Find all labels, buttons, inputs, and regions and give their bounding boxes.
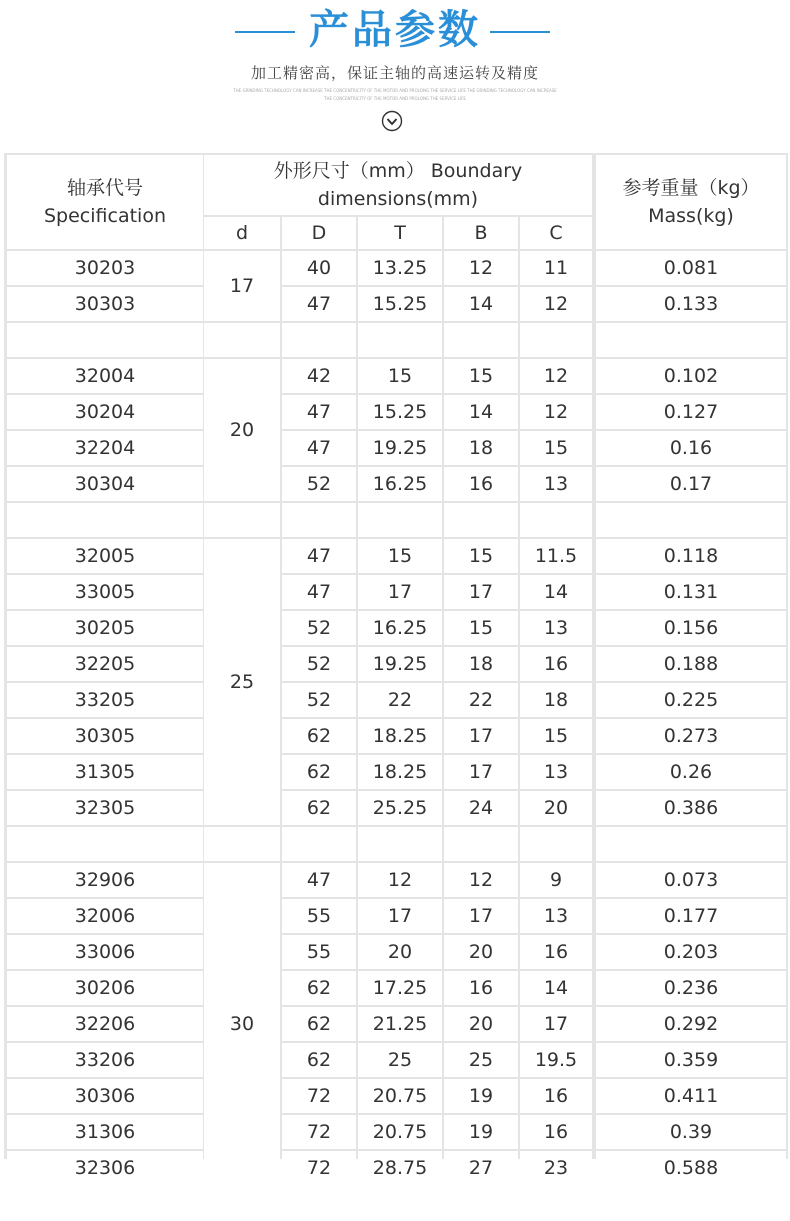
cell-B: 15 xyxy=(444,359,518,393)
cell-T: 18.25 xyxy=(358,755,442,789)
cell-D: 52 xyxy=(282,683,356,717)
spec-cell: 33006 xyxy=(7,935,203,969)
mass-cell: 0.273 xyxy=(596,719,786,753)
separator-cell xyxy=(444,827,518,861)
cell-T: 17.25 xyxy=(358,971,442,1005)
cell-D: 62 xyxy=(282,755,356,789)
separator-cell xyxy=(7,323,203,357)
mass-cell: 0.131 xyxy=(596,575,786,609)
page-title: 产品参数 xyxy=(309,7,481,53)
cell-D: 52 xyxy=(282,611,356,645)
mass-cell: 0.411 xyxy=(596,1079,786,1113)
cell-B: 22 xyxy=(444,683,518,717)
cell-C: 23 xyxy=(520,1151,592,1185)
cell-B: 20 xyxy=(444,1007,518,1041)
separator-cell xyxy=(204,827,280,861)
cell-C: 11.5 xyxy=(520,539,592,573)
separator-cell xyxy=(282,1187,356,1221)
mass-cell: 0.156 xyxy=(596,611,786,645)
mass-cell: 0.39 xyxy=(596,1115,786,1149)
spec-cell: 30203 xyxy=(7,251,203,285)
cell-D: 62 xyxy=(282,1007,356,1041)
d-group-cell: 30 xyxy=(204,863,280,1185)
cell-C: 16 xyxy=(520,1079,592,1113)
mass-cell: 0.188 xyxy=(596,647,786,681)
mass-cell: 0.236 xyxy=(596,971,786,1005)
separator-cell xyxy=(204,323,280,357)
cell-D: 62 xyxy=(282,971,356,1005)
mass-cell: 0.225 xyxy=(596,683,786,717)
separator-cell xyxy=(520,503,592,537)
cell-T: 15 xyxy=(358,359,442,393)
spec-cell: 30304 xyxy=(7,467,203,501)
mass-cell: 0.118 xyxy=(596,539,786,573)
mass-cell: 0.102 xyxy=(596,359,786,393)
cell-D: 62 xyxy=(282,719,356,753)
cell-T: 16.25 xyxy=(358,467,442,501)
cell-D: 55 xyxy=(282,899,356,933)
cell-T: 28.75 xyxy=(358,1151,442,1185)
cell-D: 47 xyxy=(282,539,356,573)
separator-cell xyxy=(444,323,518,357)
cell-C: 15 xyxy=(520,431,592,465)
cell-T: 15.25 xyxy=(358,395,442,429)
cell-C: 15 xyxy=(520,719,592,753)
cell-D: 42 xyxy=(282,359,356,393)
cell-D: 62 xyxy=(282,791,356,825)
cell-T: 25 xyxy=(358,1043,442,1077)
cell-C: 14 xyxy=(520,575,592,609)
separator-cell xyxy=(596,1187,786,1221)
cell-D: 72 xyxy=(282,1079,356,1113)
cell-B: 12 xyxy=(444,863,518,897)
cell-B: 19 xyxy=(444,1115,518,1149)
cell-C: 9 xyxy=(520,863,592,897)
spec-cell: 33205 xyxy=(7,683,203,717)
mass-cell: 0.26 xyxy=(596,755,786,789)
cell-D: 47 xyxy=(282,431,356,465)
cell-T: 16.25 xyxy=(358,611,442,645)
mass-cell: 0.386 xyxy=(596,791,786,825)
spec-cell: 30204 xyxy=(7,395,203,429)
cell-T: 22 xyxy=(358,683,442,717)
mass-header xyxy=(596,155,786,249)
spec-cell: 33206 xyxy=(7,1043,203,1077)
mass-cell: 0.073 xyxy=(596,863,786,897)
separator-cell xyxy=(596,323,786,357)
cell-B: 16 xyxy=(444,467,518,501)
cell-D: 72 xyxy=(282,1115,356,1149)
separator-cell xyxy=(444,503,518,537)
cell-C: 12 xyxy=(520,395,592,429)
spec-cell: 32004 xyxy=(7,359,203,393)
d-group-cell: 25 xyxy=(204,539,280,825)
spec-cell: 30306 xyxy=(7,1079,203,1113)
cell-C: 17 xyxy=(520,1007,592,1041)
spec-cell: 32906 xyxy=(7,863,203,897)
separator-cell xyxy=(358,1187,442,1221)
spec-cell: 32305 xyxy=(7,791,203,825)
spec-cell: 32204 xyxy=(7,431,203,465)
cell-D: 47 xyxy=(282,575,356,609)
cell-C: 13 xyxy=(520,755,592,789)
spec-cell: 32005 xyxy=(7,539,203,573)
cell-D: 47 xyxy=(282,395,356,429)
cell-C: 12 xyxy=(520,287,592,321)
page-subtitle: 加工精密高，保证主轴的高速运转及精度 xyxy=(250,64,539,82)
cell-C: 18 xyxy=(520,683,592,717)
cell-T: 25.25 xyxy=(358,791,442,825)
cell-C: 16 xyxy=(520,647,592,681)
separator-cell xyxy=(204,1187,280,1221)
cell-B: 20 xyxy=(444,935,518,969)
cell-T: 21.25 xyxy=(358,1007,442,1041)
cell-T: 19.25 xyxy=(358,431,442,465)
mass-cell: 0.16 xyxy=(596,431,786,465)
cell-T: 18.25 xyxy=(358,719,442,753)
separator-cell xyxy=(358,827,442,861)
separator-cell xyxy=(520,827,592,861)
cell-B: 19 xyxy=(444,1079,518,1113)
cell-C: 12 xyxy=(520,359,592,393)
col-header-D: D xyxy=(282,217,356,249)
spec-cell: 33005 xyxy=(7,575,203,609)
spec-cell: 30205 xyxy=(7,611,203,645)
separator-cell xyxy=(204,503,280,537)
cell-B: 17 xyxy=(444,755,518,789)
cell-D: 40 xyxy=(282,251,356,285)
cell-B: 27 xyxy=(444,1151,518,1185)
cell-T: 17 xyxy=(358,899,442,933)
d-group-cell: 20 xyxy=(204,359,280,501)
col-header-d: d xyxy=(204,217,280,249)
separator-cell xyxy=(282,503,356,537)
cell-B: 18 xyxy=(444,647,518,681)
cell-B: 24 xyxy=(444,791,518,825)
cell-T: 13.25 xyxy=(358,251,442,285)
separator-cell xyxy=(520,323,592,357)
col-header-C: C xyxy=(520,217,592,249)
chevron-down-circle-icon xyxy=(381,110,403,132)
cell-D: 72 xyxy=(282,1151,356,1185)
spec-cell: 32006 xyxy=(7,899,203,933)
separator-cell xyxy=(7,827,203,861)
cell-C: 20 xyxy=(520,791,592,825)
d-group-cell: 17 xyxy=(204,251,280,321)
fine-print-line-1: THE GRINDING TECHNOLOGY CAN INCREASE THE CONCENTRICITY OF THE MOTOR AND PROLONG THE SERVICE LIFE THE GRINDING TECHNOLOGY CAN INCREASE xyxy=(233,88,557,93)
spec-header-line: 轴承代号 xyxy=(66,177,143,199)
mass-cell: 0.133 xyxy=(596,287,786,321)
separator-cell xyxy=(358,503,442,537)
mass-cell: 0.17 xyxy=(596,467,786,501)
cell-C: 13 xyxy=(520,467,592,501)
cell-T: 20.75 xyxy=(358,1115,442,1149)
cell-B: 17 xyxy=(444,575,518,609)
cell-B: 12 xyxy=(444,251,518,285)
separator-cell xyxy=(444,1187,518,1221)
spec-cell: 30305 xyxy=(7,719,203,753)
spec-cell: 30206 xyxy=(7,971,203,1005)
separator-cell xyxy=(7,503,203,537)
spec-cell: 32206 xyxy=(7,1007,203,1041)
separator-cell xyxy=(358,323,442,357)
cell-C: 16 xyxy=(520,1115,592,1149)
cell-C: 14 xyxy=(520,971,592,1005)
spec-cell: 32306 xyxy=(7,1151,203,1185)
separator-cell xyxy=(596,503,786,537)
cell-B: 15 xyxy=(444,611,518,645)
col-header-T: T xyxy=(358,217,442,249)
spec-cell: 32205 xyxy=(7,647,203,681)
cell-C: 19.5 xyxy=(520,1043,592,1077)
cell-B: 17 xyxy=(444,899,518,933)
cell-B: 16 xyxy=(444,971,518,1005)
cell-T: 20 xyxy=(358,935,442,969)
separator-cell xyxy=(596,827,786,861)
cell-C: 13 xyxy=(520,899,592,933)
spec-header xyxy=(7,155,203,249)
cell-T: 15.25 xyxy=(358,287,442,321)
separator-cell xyxy=(520,1187,592,1221)
cell-B: 17 xyxy=(444,719,518,753)
cell-T: 19.25 xyxy=(358,647,442,681)
cell-B: 25 xyxy=(444,1043,518,1077)
dimensions-header: 外形尺寸（mm） Boundary dimensions(mm) xyxy=(204,155,592,215)
mass-cell: 0.081 xyxy=(596,251,786,285)
spec-table xyxy=(4,153,788,1179)
mass-cell: 0.127 xyxy=(596,395,786,429)
cell-T: 15 xyxy=(358,539,442,573)
cell-D: 52 xyxy=(282,467,356,501)
cell-B: 18 xyxy=(444,431,518,465)
mass-cell: 0.292 xyxy=(596,1007,786,1041)
cell-T: 17 xyxy=(358,575,442,609)
cell-C: 11 xyxy=(520,251,592,285)
spec-cell: 31305 xyxy=(7,755,203,789)
cell-D: 55 xyxy=(282,935,356,969)
col-header-B: B xyxy=(444,217,518,249)
mass-header-line: Mass(kg) xyxy=(648,205,734,227)
separator-cell xyxy=(282,827,356,861)
cell-D: 47 xyxy=(282,863,356,897)
cell-T: 12 xyxy=(358,863,442,897)
spec-cell: 30303 xyxy=(7,287,203,321)
spec-header-line: Specification xyxy=(44,205,166,227)
cell-D: 62 xyxy=(282,1043,356,1077)
separator-cell xyxy=(282,323,356,357)
cell-B: 15 xyxy=(444,539,518,573)
cell-C: 13 xyxy=(520,611,592,645)
page-header xyxy=(0,0,790,150)
mass-cell: 0.177 xyxy=(596,899,786,933)
cell-C: 16 xyxy=(520,935,592,969)
cell-D: 52 xyxy=(282,647,356,681)
mass-cell: 0.588 xyxy=(596,1151,786,1185)
mass-header-line: 参考重量（kg） xyxy=(622,177,760,199)
cell-B: 14 xyxy=(444,287,518,321)
fine-print-line-2: THE CONCENTRICITY OF THE MOTOR AND PROLONG THE SERVICE LIFE xyxy=(324,96,466,101)
cell-T: 20.75 xyxy=(358,1079,442,1113)
cell-D: 47 xyxy=(282,287,356,321)
cell-B: 14 xyxy=(444,395,518,429)
spec-cell: 31306 xyxy=(7,1115,203,1149)
mass-cell: 0.359 xyxy=(596,1043,786,1077)
separator-cell xyxy=(7,1187,203,1221)
mass-cell: 0.203 xyxy=(596,935,786,969)
